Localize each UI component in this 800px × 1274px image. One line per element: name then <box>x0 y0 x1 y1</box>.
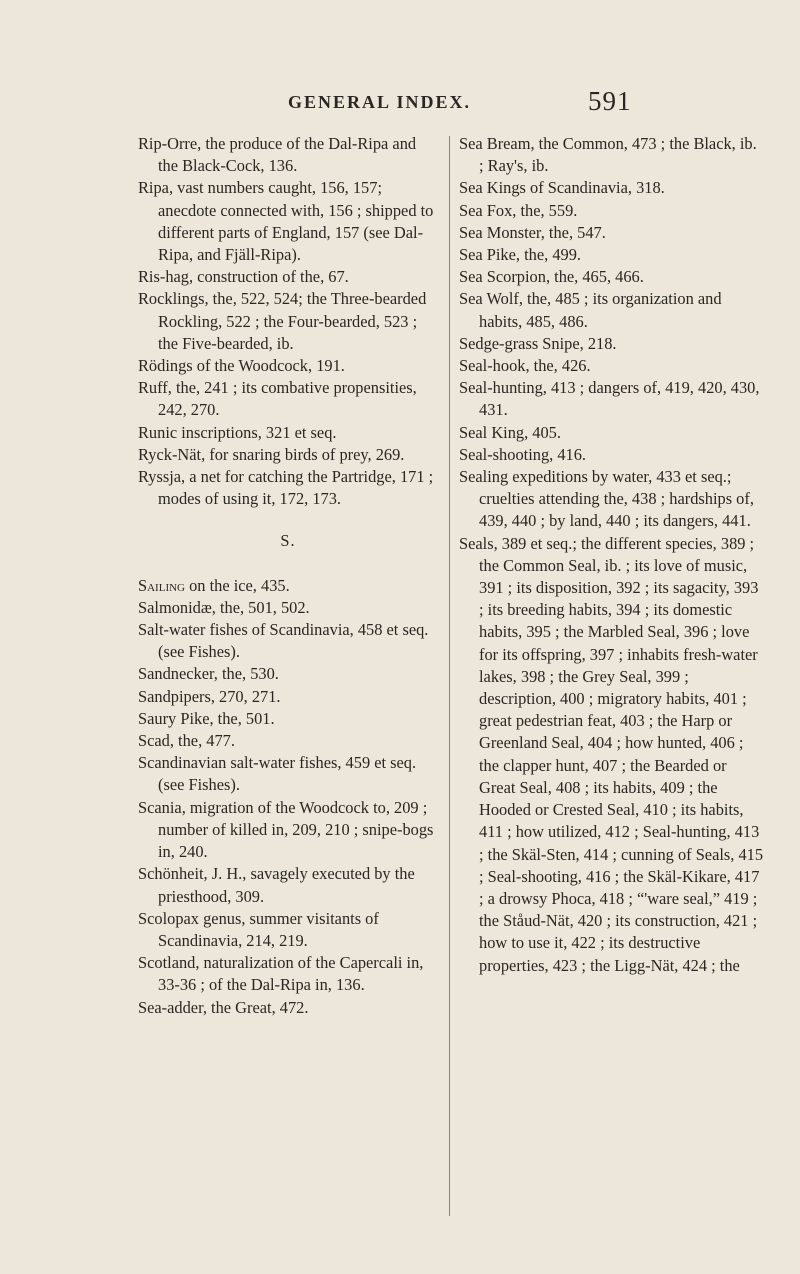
index-entry: Schönheit, J. H., savagely executed by the priesthood, 309. <box>138 864 415 906</box>
section-letter: S. <box>280 531 296 551</box>
index-entry: Seal-hook, the, 426. <box>459 356 591 376</box>
header-title: GENERAL INDEX. <box>288 92 472 112</box>
index-entry: Seals, 389 et seq.; the different species, 389 ; the Common Seal, ib. ; its love of music, 391 ; its disposition, 392 ; its sagacity, 393 ; its breeding habits, 394 ; its domestic habits, 395 ; the Marbled Seal, 396 ; love for its offspring, 397 ; inhabits fresh-water lakes, 398 ; the Grey Seal, 399 ; description, 400 ; migratory habits, 401 ; great pedestrian feat, 403 ; the Harp or Greenland Seal, 404 ; how hunted, 406 ; the clapper hunt, 407 ; the Bearded or Great Seal, 408 ; its habits, 409 ; the Hooded or Crested Seal, 410 ; its habits, 411 ; how utilized, 412 ; Seal-hunting, 413 ; the Skäl-Sten, 414 ; cunning of Seals, 415 ; Seal-shooting, 416 ; the Skäl-Kikare, 417 ; a drowsy Phoca, 418 ; “'ware seal,” 419 ; the Ståud-Nät, 420 ; its construction, 421 ; how to use it, 422 ; its destructive properties, 423 ; the Ligg-Nät, 424 ; the <box>459 533 764 975</box>
right-column <box>459 133 764 977</box>
column-divider <box>449 136 450 1216</box>
index-entry: Sandpipers, 270, 271. <box>138 686 281 706</box>
index-entry: Scandinavian salt-water fishes, 459 et seq. (see Fishes). <box>138 753 417 795</box>
index-entry: Sandnecker, the, 530. <box>138 664 279 684</box>
index-entry: Scania, migration of the Woodcock to, 209 ; number of killed in, 209, 210 ; snipe-bogs in, 240. <box>138 797 434 862</box>
index-entry: Scad, the, 477. <box>138 731 235 751</box>
index-entry: Sedge-grass Snipe, 218. <box>459 333 617 353</box>
index-entry: Salmonidæ, the, 501, 502. <box>138 597 310 617</box>
index-entry: Runic inscriptions, 321 et seq. <box>138 422 337 442</box>
index-entry: Ryssja, a net for catching the Partridge, 171 ; modes of using it, 172, 173. <box>138 467 434 509</box>
index-entry: Sea Fox, the, 559. <box>459 200 578 220</box>
index-entry: Ruff, the, 241 ; its combative propensities, 242, 270. <box>138 378 417 420</box>
index-entry: Scotland, naturalization of the Capercali in, 33-36 ; of the Dal-Ripa in, 136. <box>138 953 424 995</box>
index-entry: Sea Scorpion, the, 465, 466. <box>459 267 644 287</box>
index-entry: Sea Wolf, the, 485 ; its organization and habits, 485, 486. <box>459 289 722 331</box>
index-entry: Sea Monster, the, 547. <box>459 222 606 242</box>
index-entry: Sea Bream, the Common, 473 ; the Black, ib. ; Ray's, ib. <box>459 134 757 176</box>
index-entry: Salt-water fishes of Scandinavia, 458 et seq. (see Fishes). <box>138 620 429 662</box>
index-entry: Seal King, 405. <box>459 422 561 442</box>
index-entry: Seal-hunting, 413 ; dangers of, 419, 420, 430, 431. <box>459 378 760 420</box>
running-header <box>0 86 800 122</box>
index-entry: Rödings of the Woodcock, 191. <box>138 356 345 376</box>
index-entry <box>138 575 438 597</box>
index-entry: Rocklings, the, 522, 524; the Three-bearded Rockling, 522 ; the Four-bearded, 523 ; the Five-bearded, ib. <box>138 289 427 353</box>
index-entry: Rip-Orre, the produce of the Dal-Ripa and the Black-Cock, 136. <box>138 134 417 176</box>
index-entry: Ripa, vast numbers caught, 156, 157; anecdote connected with, 156 ; shipped to different parts of England, 157 (see Dal-Ripa, and Fjäll-Ripa). <box>138 178 434 265</box>
left-column <box>138 133 438 1019</box>
page-number: 591 <box>588 86 632 116</box>
index-entry: Sea Kings of Scandinavia, 318. <box>459 178 665 198</box>
entry-rest: on the ice, 435. <box>185 575 290 595</box>
entry-lead: Sailing <box>138 575 185 595</box>
index-entry: Ryck-Nät, for snaring birds of prey, 269. <box>138 444 405 464</box>
index-entry: Seal-shooting, 416. <box>459 444 587 464</box>
index-entry: Saury Pike, the, 501. <box>138 708 275 728</box>
index-entry: Ris-hag, construction of the, 67. <box>138 267 349 287</box>
index-entry: Sealing expeditions by water, 433 et seq.; cruelties attending the, 438 ; hardships of, 439, 440 ; by land, 440 ; its dangers, 441. <box>459 467 754 531</box>
index-entry: Sea Pike, the, 499. <box>459 245 582 265</box>
index-entry: Scolopax genus, summer visitants of Scandinavia, 214, 219. <box>138 908 379 950</box>
index-entry: Sea-adder, the Great, 472. <box>138 997 309 1017</box>
